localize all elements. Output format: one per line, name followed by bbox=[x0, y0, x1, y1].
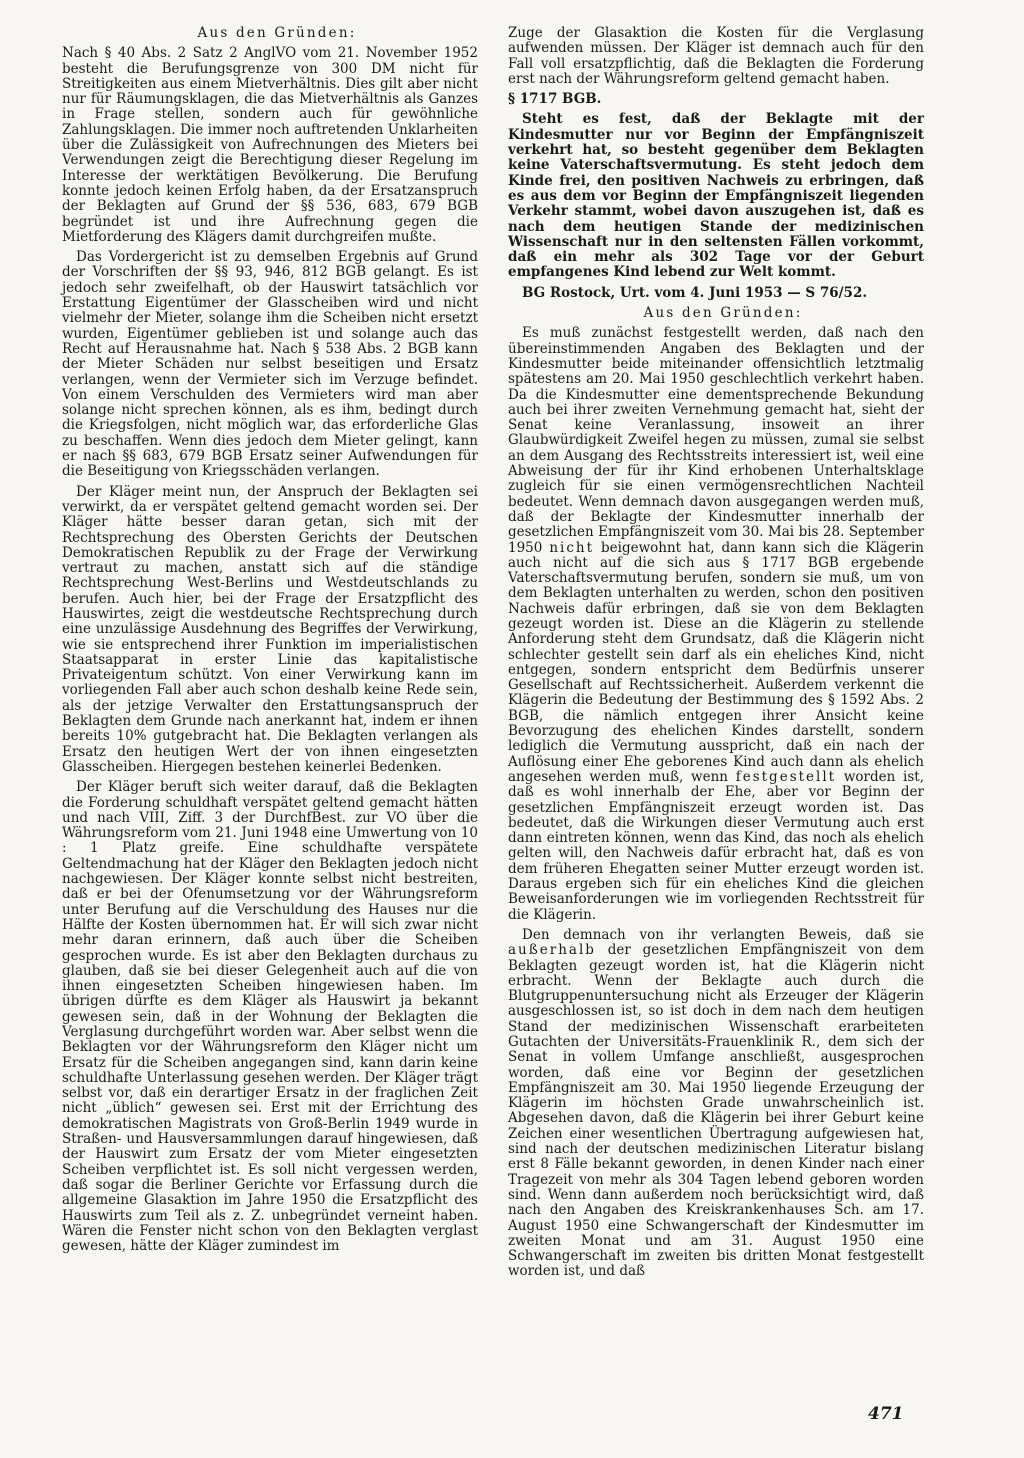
paragraph-continuation: Zuge der Glasaktion die Kosten für die Verglasung aufwenden müssen. Der Kläger ist demnach auch für den Fall voll ersatzpflichtig, daß die Beklagten die Forderung erst nach der Währungsreform geltend gemacht haben. bbox=[508, 25, 924, 87]
text-run: der gesetzlichen Empfängniszeit von dem Beklagten gezeugt worden ist, hat die Klägerin nicht erbracht. Wenn der Beklagte auch durch die Blutgruppenuntersuchung nicht als Erzeuger der Klägerin ausgeschlossen ist, so ist doch in dem nach dem heutigen Stand der medizinischen Wissenschaft erarbeiteten Gutachten der Universitäts-Frauenklinik R., dem sich der Senat in vollem Umfange anschließt, ausgesprochen worden, daß eine vor Beginn der gesetzlichen Empfängniszeit am 30. Mai 1950 liegende Erzeugung der Klägerin im höchsten Grade unwahrscheinlich ist. Abgesehen davon, daß die Klägerin bei ihrer Geburt keine Zeichen einer wesentlichen Übertragung aufgewiesen hat, sind nach der deutschen medizinischen Literatur bislang erst 8 Fälle bekannt geworden, in denen Kinder nach einer Tragezeit von mehr als 304 Tagen lebend geboren worden sind. Wenn dann außerdem noch berücksichtigt wird, daß nach den Angaben des Kreiskrankenhauses Sch. am 17. August 1950 eine Schwangerschaft der Kindesmutter im zweiten Monat und am 31. August 1950 eine Schwangerschaft im zweiten bis dritten Monat festgestellt worden ist, und daß bbox=[508, 942, 924, 1280]
right-column bbox=[508, 26, 924, 1285]
section-heading: Aus den Gründen: bbox=[643, 305, 803, 322]
paragraph: Der Kläger beruft sich weiter darauf, daß die Beklagten die Forderung schuldhaft verspätet geltend gemacht hätten und nach VIII, Ziff. 3 der DurchfBest. zur VO über die Währungsreform vom 21. Juni 1948 eine Umwertung von 10 : 1 Platz greife. Eine schuldhafte verspätete Geltendmachung hat der Kläger den Beklagten jedoch nicht nachgewiesen. Der Kläger konnte selbst nicht bestreiten, daß er bei der Ofenumsetzung vor der Währungsreform unter Berufung auf die Verschuldung des Hauses nur die Hälfte der Kosten übernommen hat. Er will sich zwar nicht mehr daran erinnern, daß auch über die Scheiben gesprochen wurde. Es ist aber den Beklagten durchaus zu glauben, daß sie bei dieser Gelegenheit auch auf die von ihnen eingesetzten Scheiben hingewiesen haben. Im übrigen dürfte es dem Kläger als Hauswirt ja bekannt gewesen sein, daß in der Wohnung der Beklagten die Verglasung durchgeführt worden war. Aber selbst wenn die Beklagten vor der Währungsreform den Kläger nicht um Ersatz für die Scheiben angegangen sind, kann darin keine schuldhafte Unterlassung gesehen werden. Der Kläger trägt selbst vor, daß ein derartiger Ersatz in der fraglichen Zeit nicht „üblich“ gewesen sei. Erst mit der Errichtung des demokratischen Magistrats von Groß-Berlin 1949 wurde in Straßen- und Hausversammlungen darauf hingewiesen, daß der Hauswirt zum Ersatz der vom Mieter eingesetzten Scheiben verpflichtet ist. Es soll nicht vergessen werden, daß sogar die Berliner Gerichte vor Erfassung durch die allgemeine Glasaktion im Jahre 1950 die Ersatzpflicht des Hauswirts zum Teil als z. Z. unbegründet verneint haben. Wären die Fenster nicht schon von den Beklagten verglast gewesen, hätte der Kläger zumindest im bbox=[62, 779, 478, 1255]
text-run: Es muß zunächst festgestellt werden, daß nach den übereinstimmenden Angaben des Beklagten und der Kindesmutter beide miteinander offensichtlich letztmalig spätestens am 20. Mai 1950 geschlechtlich verkehrt haben. Da die Kindesmutter eine dementsprechende Bekundung auch bei ihrer zweiten Vernehmung gemacht hat, sieht der Senat keine Veranlassung, insoweit an ihrer Glaubwürdigkeit Zweifel hegen zu müssen, zumal sie selbst an dem Ausgang des Rechtsstreits interessiert ist, weil eine Abweisung der für ihr Kind erhobenen Unterhaltsklage zugleich für sie einen vermögensrechtlichen Nachteil bedeutet. Wenn demnach davon ausgegangen werden muß, daß der Beklagte der Kindesmutter innerhalb der gesetzlichen Empfängniszeit vom 30. Mai bis 28. September 1950 bbox=[508, 325, 924, 556]
paragraph bbox=[508, 326, 924, 923]
emphasis-spaced: außerhalb bbox=[508, 942, 596, 959]
paragraph: Der Kläger meint nun, der Anspruch der Beklagten sei verwirkt, da er verspätet geltend gemacht worden sei. Der Kläger hätte besser daran getan, sich mit der Rechtsprechung des Obersten Gerichts der Deutschen Demokratischen Republik zu der Frage der Verwirkung vertraut zu machen, anstatt sich auf die ständige Rechtsprechung West-Berlins und Westdeutschlands zu berufen. Auch hier, bei der Frage der Ersatzpflicht des Hauswirtes, zeigt die westdeutsche Rechtsprechung durch eine unzulässige Ausdehnung des Begriffes der Verwirkung, wie sie entsprechend ihrer Funktion im imperialistischen Staatsapparat in erster Linie das kapitalistische Privateigentum schützt. Von einer Verwirkung kann im vorliegenden Fall aber auch schon deshalb keine Rede sein, als der jetzige Verwalter den Erstattungsanspruch der Beklagten dem Grunde nach anerkannt hat, indem er ihnen bereits 10% gutgebracht hat. Die Beklagten verlangen als Ersatz den heutigen Wert der von ihnen eingesetzten Glasscheiben. Hiergegen bestehen keinerlei Bedenken. bbox=[62, 483, 478, 775]
text-run: Den demnach von ihr verlangten Beweis, daß sie bbox=[522, 926, 924, 943]
text-run: worden ist, daß es wohl innerhalb der Ehe, aber vor Beginn der gesetzlichen Empfängniszeit erzeugt worden ist. Das bedeutet, daß die Wirkungen dieser Vermutung auch erst dann eintreten können, wenn das Kind, das noch als ehelich gelten will, den Nachweis dafür erbracht hat, daß es von dem früheren Ehegatten seiner Mutter erzeugt worden ist. Daraus ergeben sich für ein eheliches Kind die gleichen Beweisanforderungen wie im vorliegenden Rechtsstreit für die Klägerin. bbox=[508, 768, 925, 923]
case-citation: BG Rostock, Urt. vom 4. Juni 1953 — S 76/52. bbox=[522, 284, 868, 301]
left-column bbox=[62, 26, 478, 1259]
headnote: Steht es fest, daß der Beklagte mit der Kindesmutter nur vor Beginn der Empfängniszeit verkehrt hat, so besteht gegenüber dem Beklagten keine Vaterschaftsvermutung. Es steht jedoch dem Kinde frei, den positiven Nachweis zu erbringen, daß es aus dem vor Beginn der Empfängniszeit liegenden Verkehr stammt, wobei davon auszugehen ist, daß es nach dem heutigen Stande der medizinischen Wissenschaft nur in den seltensten Fällen vorkommt, daß ein mehr als 302 Tage vor der Geburt empfangenes Kind lebend zur Welt kommt. bbox=[508, 111, 924, 281]
text-run: beigewohnt hat, dann kann sich die Klägerin auch nicht auf die sich aus § 1717 BGB ergebende Vaterschaftsvermutung berufen, sondern sie muß, um von dem Beklagten unterhalten zu werden, schon den positiven Nachweis dafür erbringen, daß sie von dem Beklagten gezeugt worden ist. Diese an die Klägerin zu stellende Anforderung steht dem Grundsatz, daß die Klägerin nicht schlechter gestellt sein darf als ein eheliches Kind, nicht entgegen, sondern entspricht dem Bedürfnis unserer Gesellschaft auf Rechtssicherheit. Außerdem verkennt die Klägerin die Bedeutung der Bestimmung des § 1592 Abs. 2 BGB, die nämlich entgegen ihrer Ansicht keine Bevorzugung des ehelichen Kindes darstellt, sondern lediglich die Vermutung ausspricht, daß ein nach der Auflösung einer Ehe geborenes Kind auch dann als ehelich angesehen werden muß, wenn bbox=[508, 539, 924, 785]
section-title: § 1717 BGB. bbox=[508, 91, 602, 108]
paragraph: Das Vordergericht ist zu demselben Ergebnis auf Grund der Vorschriften der §§ 93, 946, 812 BGB gelangt. Es ist jedoch sehr zweifelhaft, ob der Hauswirt tatsächlich vor Erstattung Eigentümer der Glasscheiben wird und nicht vielmehr der Mieter, solange ihm die Scheiben nicht ersetzt wurden, Eigentümer geblieben ist und solange auch das Recht auf Herausnahme hat. Nach § 538 Abs. 2 BGB kann der Mieter Schäden nur selbst beseitigen und Ersatz verlangen, wenn der Vermieter sich im Verzuge befindet. Von einem Verschulden des Vermieters wird man aber solange nicht sprechen können, als es ihm, bedingt durch die Kriegsfolgen, nicht möglich war, das erforderliche Glas zu beschaffen. Wenn dies jedoch dem Mieter gelingt, kann er nach §§ 683, 679 BGB Ersatz seiner Aufwendungen für die Beseitigung von Kriegsschäden verlangen. bbox=[62, 249, 478, 480]
page-number: 471 bbox=[868, 1404, 904, 1424]
emphasis-spaced: nicht bbox=[549, 539, 595, 556]
emphasis-spaced: festgestellt bbox=[735, 768, 837, 785]
paragraph bbox=[508, 928, 924, 1280]
paragraph: Nach § 40 Abs. 2 Satz 2 AnglVO vom 21. November 1952 besteht die Berufungsgrenze von 300 DM nicht für Streitigkeiten aus einem Mietverhältnis. Dies gilt aber nicht nur für Räumungsklagen, die das Mietverhältnis als Ganzes in Frage stellen, sondern auch für gewöhnliche Zahlungsklagen. Die immer noch auftretenden Unklarheiten über die Zulässigkeit von Aufrechnungen des Mieters bei Verwendungen zeigt die Berechtigung dieser Regelung im Interesse der werktätigen Bevölkerung. Die Berufung konnte jedoch keinen Erfolg haben, da der Ersatzanspruch der Beklagten auf Grund der §§ 536, 683, 679 BGB begründet ist und ihre Aufrechnung gegen die Mietforderung des Klägers damit durchgreifen mußte. bbox=[62, 45, 478, 245]
section-heading: Aus den Gründen: bbox=[197, 25, 357, 41]
